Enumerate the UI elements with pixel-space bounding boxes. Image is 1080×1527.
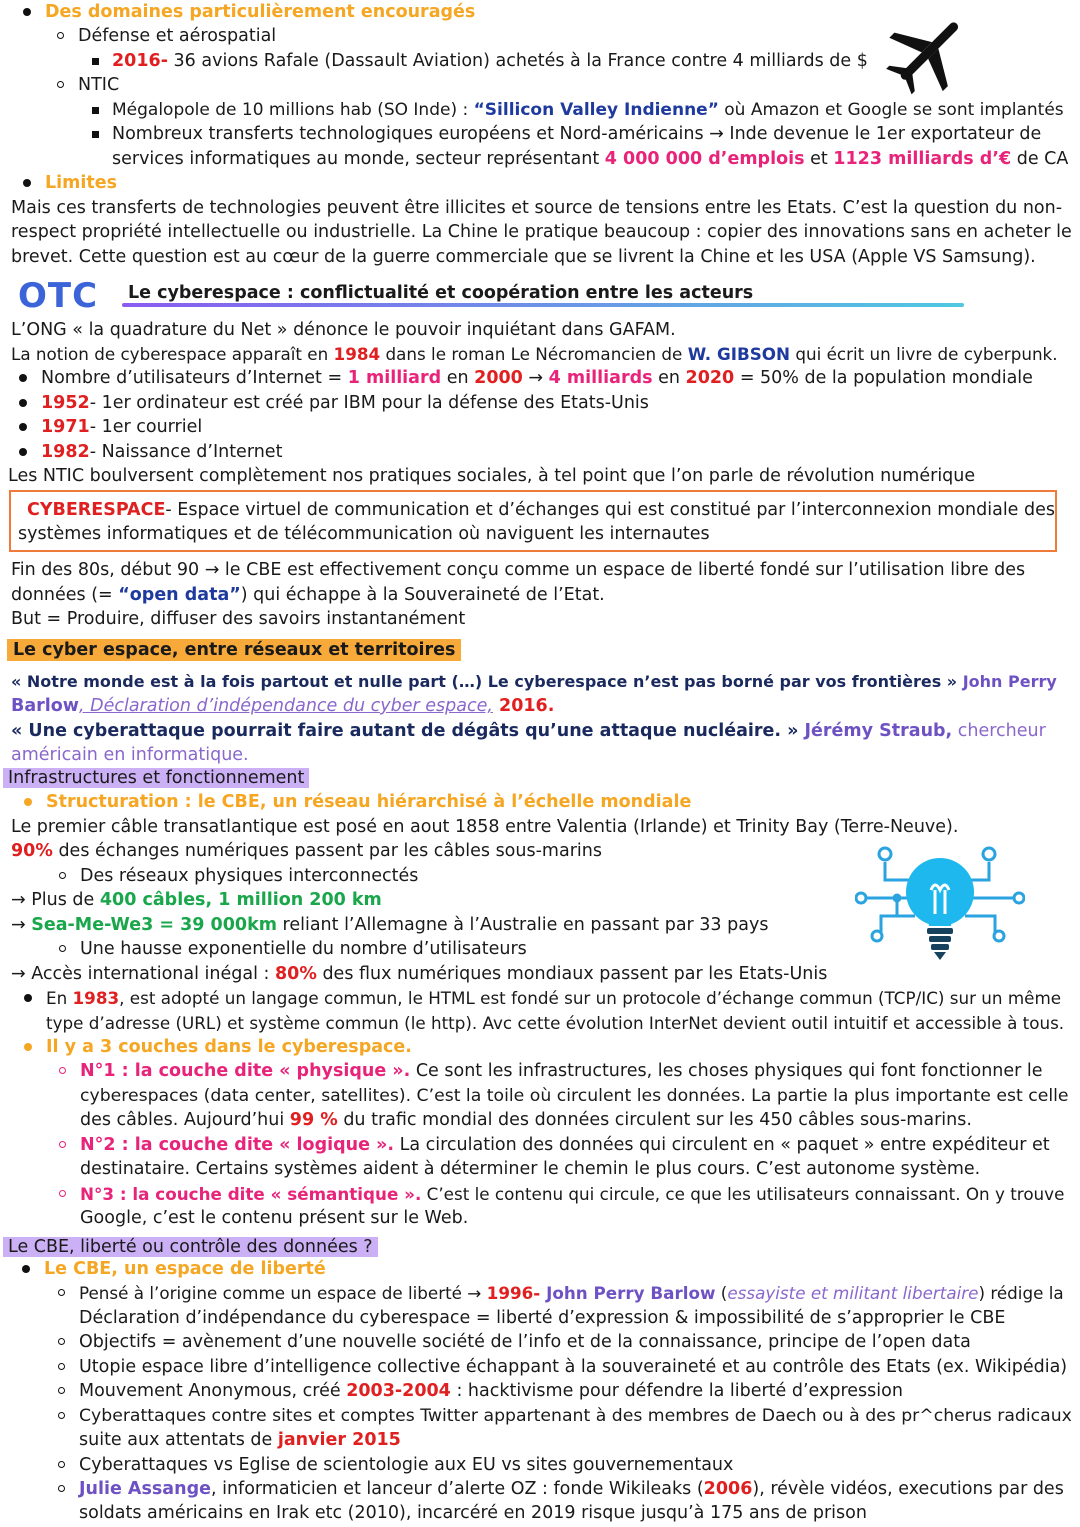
cable-1858: Le premier câble transatlantique est posé en aout 1858 entre Valentia (Irlande) et Trinity Bay (Terre-Neuve). — [11, 817, 959, 837]
item-1971: 1971- 1er courriel — [41, 417, 203, 437]
heading-limits: Limites — [45, 173, 118, 193]
heading-domains: Des domaines particulièrement encouragés — [45, 2, 476, 22]
limits-text-2: respect propriété intellectuelle ou industrielle. La Chine le pratique beaucoup : copier des innovations sans en acheter le — [11, 222, 1072, 242]
item-1982: 1982- Naissance d’Internet — [41, 442, 283, 462]
item-1952: 1952- 1er ordinateur est créé par IBM pour la défense des Etats-Unis — [41, 393, 649, 413]
layer-semantic-2: Google, c’est le contenu présent sur le Web. — [80, 1208, 469, 1228]
freedom-item-barlow: Pensé à l’origine comme un espace de liberté → 1996- John Perry Barlow (essayiste et militant libertaire) rédige la — [79, 1283, 1064, 1303]
layer-physical-3: des câbles. Aujourd’hui 99 % du trafic mondial des données circulent sur les 450 câbles sous-marins. — [80, 1110, 972, 1130]
freedom-item-utopia: Utopie espace libre d’intelligence collective échappant à la souveraineté et au contrôle des Etats (ex. Wikipédia) — [79, 1357, 1068, 1377]
item-transfers-cont: services informatiques au monde, secteur représentant 4 000 000 d’emplois et 1123 milliards d’€ de CA — [112, 149, 1069, 169]
otc-label: OTC — [18, 276, 99, 316]
freedom-item-assange: Julie Assange, informaticien et lanceur d’alerte OZ : fonde Wikileaks (2006), révèle vidéos, executions par des — [79, 1479, 1064, 1499]
section-title-cyberspace: Le cyberespace : conflictualité et coopération entre les acteurs — [128, 283, 754, 303]
layer-logical: N°2 : la couche dite « logique ». La circulation des données qui circulent en « paquet » entre expéditeur et — [80, 1135, 1050, 1155]
layer-logical-2: destinataire. Certains systèmes aident à déterminer le chemin le plus cours. C’est autonome système. — [80, 1159, 981, 1179]
quote-barlow: « Notre monde est à la fois partout et nulle part (…) Le cyberespace n’est pas borné par vos frontières » John Perry — [11, 672, 1057, 691]
layer-physical-2: cyberespaces (data center, satellites). C’est la toile où circulent les données. La partie la plus importante est celle — [80, 1086, 1069, 1106]
intro-line-2: données (= “open data”) qui échappe à la Souveraineté de l’Etat. — [11, 585, 605, 605]
item-megalopole: Mégalopole de 10 millions hab (SO Inde) : “Sillicon Valley Indienne” où Amazon et Google se sont implantés — [112, 100, 1064, 120]
physical-networks: Des réseaux physiques interconnectés — [80, 866, 419, 886]
html-1983: En 1983, est adopté un langage commun, le HTML est fondé sur un protocole d’échange commun (TCP/IC) sur un même — [46, 988, 1062, 1008]
structuration-heading: Structuration : le CBE, un réseau hiérarchisé à l’échelle mondiale — [46, 792, 692, 812]
cables-count: → Plus de 400 câbles, 1 million 200 km — [11, 890, 382, 910]
freedom-item-daech-2: suite aux attentats de janvier 2015 — [79, 1430, 401, 1450]
section-heading-freedom: Le CBE, liberté ou contrôle des données ? — [3, 1235, 378, 1259]
intro-line-1: Fin des 80s, début 90 → le CBE est effectivement conçu comme un espace de liberté fondé sur l’utilisation libre des — [11, 560, 1026, 580]
undersea-share: 90% des échanges numériques passent par les câbles sous-marins — [11, 841, 602, 861]
layer-semantic: N°3 : la couche dite « sémantique ». C’est le contenu qui circule, ce que les utilisateurs connaissant. On y trouve — [80, 1184, 1065, 1204]
freedom-item-scientology: Cyberattaques vs Eglise de scientologie aux EU vs sites gouvernementaux — [79, 1455, 734, 1475]
unequal-access: → Accès international inégal : 80% des flux numériques mondiaux passent par les Etats-Unis — [11, 964, 828, 984]
quote-straub-role: américain en informatique. — [11, 745, 249, 765]
section-heading-networks: Le cyber espace, entre réseaux et territoires — [7, 638, 461, 662]
item-rafale: 2016- 36 avions Rafale (Dassault Aviation) achetés à la France contre 4 milliards de $ — [112, 51, 868, 71]
freedom-item-daech: Cyberattaques contre sites et comptes Twitter appartenant à des membres de Daech ou à des pr^cherus radicaux — [79, 1406, 1072, 1426]
layers-heading: Il y a 3 couches dans le cyberespace. — [46, 1037, 412, 1057]
ntic-line: Les NTIC boulversent complètement nos pratiques sociales, à tel point que l’on parle de révolution numérique — [8, 466, 976, 486]
section-heading-infrastructures: Infrastructures et fonctionnement — [3, 766, 309, 790]
notion-line: La notion de cyberespace apparaît en 1984 dans le roman Le Nécromancien de W. GIBSON qui écrit un livre de cyberpunk. — [11, 344, 1058, 364]
user-growth: Une hausse exponentielle du nombre d’utilisateurs — [80, 939, 527, 959]
html-1983-cont: type d’adresse (URL) et système commun (le http). Avc cette évolution InterNet devient outil intuitif et accessible à tous. — [46, 1013, 1065, 1033]
freedom-subheading: Le CBE, un espace de liberté — [44, 1259, 326, 1279]
limits-text-3: brevet. Cette question est au cœur de la guerre commerciale que se livrent la Chine et les USA (Apple VS Samsung). — [11, 247, 1036, 267]
freedom-item-assange-2: soldats américains en Irak etc (2010), incarcéré en 2019 risque jusqu’à 175 ans de prison — [79, 1503, 867, 1523]
freedom-item-objectives: Objectifs = avènement d’une nouvelle société de l’info et de la connaissance, principe de l’open data — [79, 1332, 971, 1352]
limits-text-1: Mais ces transferts de technologies peuvent être illicites et source de tensions entre les Etats. C’est la question du non- — [11, 198, 1063, 218]
intro-line-3: But = Produire, diffuser des savoirs instantanément — [11, 609, 466, 629]
freedom-item-anonymous: Mouvement Anonymous, créé 2003-2004 : hacktivisme pour défendre la liberté d’expression — [79, 1381, 903, 1401]
item-defense: Défense et aérospatial — [78, 26, 277, 46]
quote-barlow-source: Barlow, Déclaration d’indépendance du cyber espace, 2016. — [11, 696, 555, 716]
lightbulb-circuit-icon — [855, 840, 1025, 970]
item-transfers: Nombreux transferts technologiques européens et Nord-américains → Inde devenue le 1er exportateur de — [112, 124, 1042, 144]
layer-physical: N°1 : la couche dite « physique ». Ce sont les infrastructures, les choses physiques qui font fonctionner le — [80, 1061, 1043, 1081]
definition-line-2: systèmes informatiques et de télécommunication où naviguent les internautes — [18, 524, 710, 544]
airplane-icon — [880, 8, 975, 98]
freedom-item-barlow-2: Déclaration d’indépendance du cyberespace = liberté d’expression & impossibilité de s’approprier le CBE — [79, 1308, 1006, 1328]
ong-line: L’ONG « la quadrature du Net » dénonce le pouvoir inquiétant dans GAFAM. — [11, 320, 676, 340]
sea-me-we3: → Sea-Me-We3 = 39 000km reliant l’Allemagne à l’Australie en passant par 33 pays — [11, 915, 769, 935]
quote-straub: « Une cyberattaque pourrait faire autant de dégâts qu’une attaque nucléaire. » Jérémy Straub, chercheur — [11, 721, 1046, 741]
item-ntic: NTIC — [78, 75, 120, 95]
title-underline — [122, 303, 964, 307]
definition-line-1: CYBERESPACE- Espace virtuel de communication et d’échanges qui est constitué par l’interconnexion mondiale des — [27, 500, 1056, 520]
users-line: Nombre d’utilisateurs d’Internet = 1 milliard en 2000 → 4 milliards en 2020 = 50% de la population mondiale — [41, 368, 1033, 388]
